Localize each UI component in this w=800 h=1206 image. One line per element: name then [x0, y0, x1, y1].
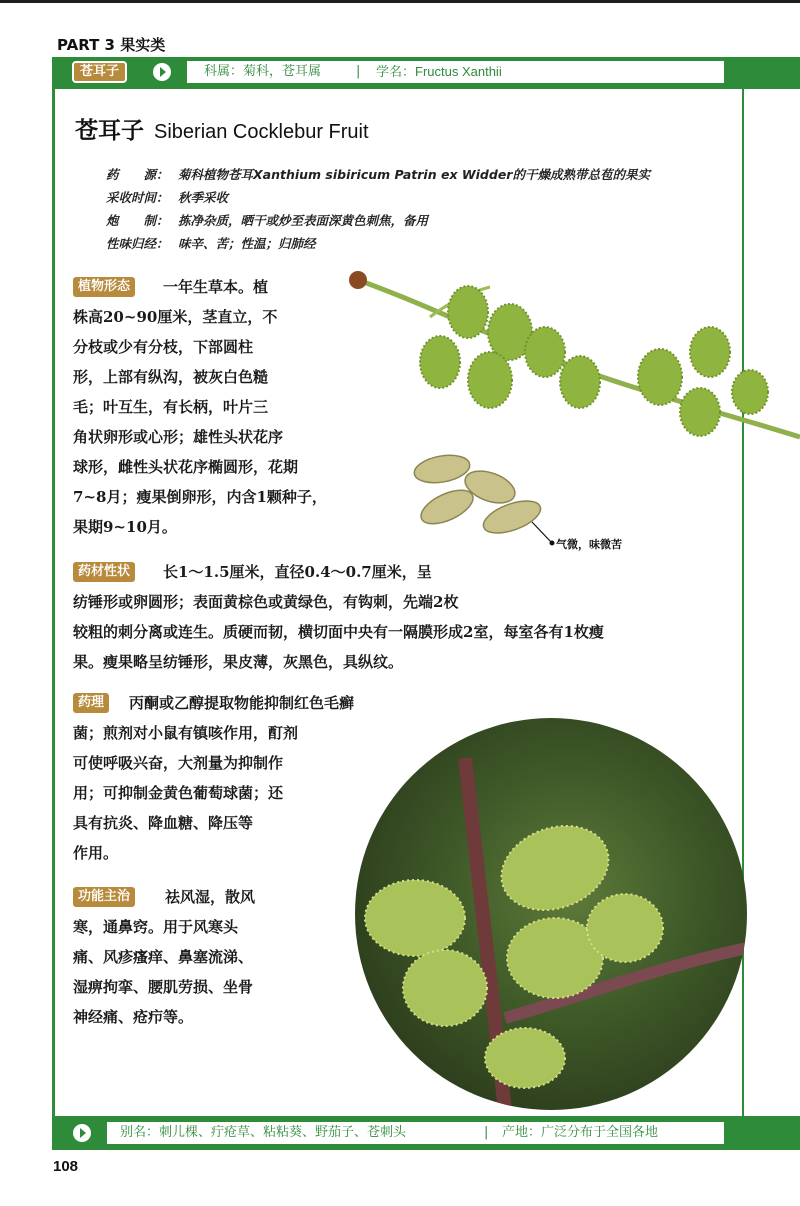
- page-number: 108: [53, 1158, 79, 1175]
- plant-illustration: [340, 262, 800, 462]
- material-tag: 药材性状: [73, 562, 135, 582]
- meta-row-process: 炮 制： 拣净杂质，晒干或炒至表面深黄色刺焦，备用: [106, 213, 429, 228]
- meta-row-harvest: 采收时间： 秋季采收: [106, 190, 229, 205]
- meta-row-nature: 性味归经： 味辛、苦；性温；归肺经: [106, 236, 316, 251]
- seed-illustration: [412, 447, 562, 547]
- right-border: [742, 89, 744, 1116]
- callout-text: 气微，味微苦: [556, 538, 622, 551]
- plant-bud: [349, 271, 367, 289]
- origin: 产地：广泛分布于全国各地: [502, 1125, 659, 1140]
- fruit-photo: [355, 718, 747, 1110]
- page-title: [75, 112, 369, 145]
- footer-separator: |: [484, 1125, 489, 1140]
- latin-name: 学名：Fructus Xanthii: [376, 64, 502, 79]
- pharmacology-text: 丙酮或乙醇提取物能抑制红色毛癣 菌；煎剂对小鼠有镇咳作用，酊剂 可使呼吸兴奋，大剂量为抑制作 用；可抑制金黄色葡萄球菌；还 具有抗炎、降血糖、降压等 作用。: [73, 694, 355, 862]
- callout-dot: [550, 541, 555, 546]
- pharmacology-tag: 药理: [73, 693, 109, 713]
- burr-cluster: [420, 286, 768, 436]
- herb-meta: [106, 163, 650, 255]
- function-tag: 功能主治: [73, 887, 135, 907]
- fruit-photo-art: [355, 718, 747, 1110]
- title-en: Siberian Cocklebur Fruit: [154, 121, 369, 143]
- family-genus: 科属：菊科，苍耳属: [204, 64, 322, 79]
- meta-row-source: 药 源： 菊科植物苍耳Xanthium sibiricum Patrin ex Widder的干燥成熟带总苞的果实: [106, 167, 650, 182]
- alias-names: 别名：刺儿棵、疔疮草、粘粘葵、野茄子、苍刺头: [120, 1125, 407, 1140]
- herb-name-tag: 苍耳子: [72, 61, 127, 83]
- part-label: PART 3 果实类: [57, 36, 166, 54]
- left-border: [52, 89, 55, 1116]
- function-text: 祛风湿，散风 寒，通鼻窍。用于风寒头 痛、风疹瘙痒、鼻塞流涕、 湿痹拘挛、腰肌劳损、坐骨 神经痛、疮疖等。: [73, 888, 256, 1026]
- footer-play-arrow-icon: [73, 1124, 91, 1142]
- callout-line: [532, 522, 552, 543]
- header-separator: |: [356, 64, 361, 79]
- morphology-tag: 植物形态: [73, 277, 135, 297]
- title-zh: 苍耳子: [75, 118, 144, 144]
- morphology-text: 一年生草本。植 株高20~90厘米，茎直立，不 分枝或少有分枝，下部圆柱 形，上部有纵沟，被灰白色糙 毛；叶互生，有长柄，叶片三 角状卵形或心形；雄性头状花序 球形，雌性头状花序椭圆形，花期 7~8月；瘦果倒卵形，内含1颗种子， 果期9~10月。: [73, 278, 327, 536]
- top-rule: [0, 0, 800, 3]
- material-text: 长1～1.5厘米，直径0.4～0.7厘米，呈 纺锤形或卵圆形；表面黄棕色或黄绿色，有钩刺，先端2枚 较粗的刺分离或连生。质硬而韧，横切面中央有一隔膜形成2室，每室各有1枚瘦 果。瘦果略呈纺锤形，果皮薄，灰黑色，具纵纹。: [73, 563, 604, 671]
- play-arrow-icon: [153, 63, 171, 81]
